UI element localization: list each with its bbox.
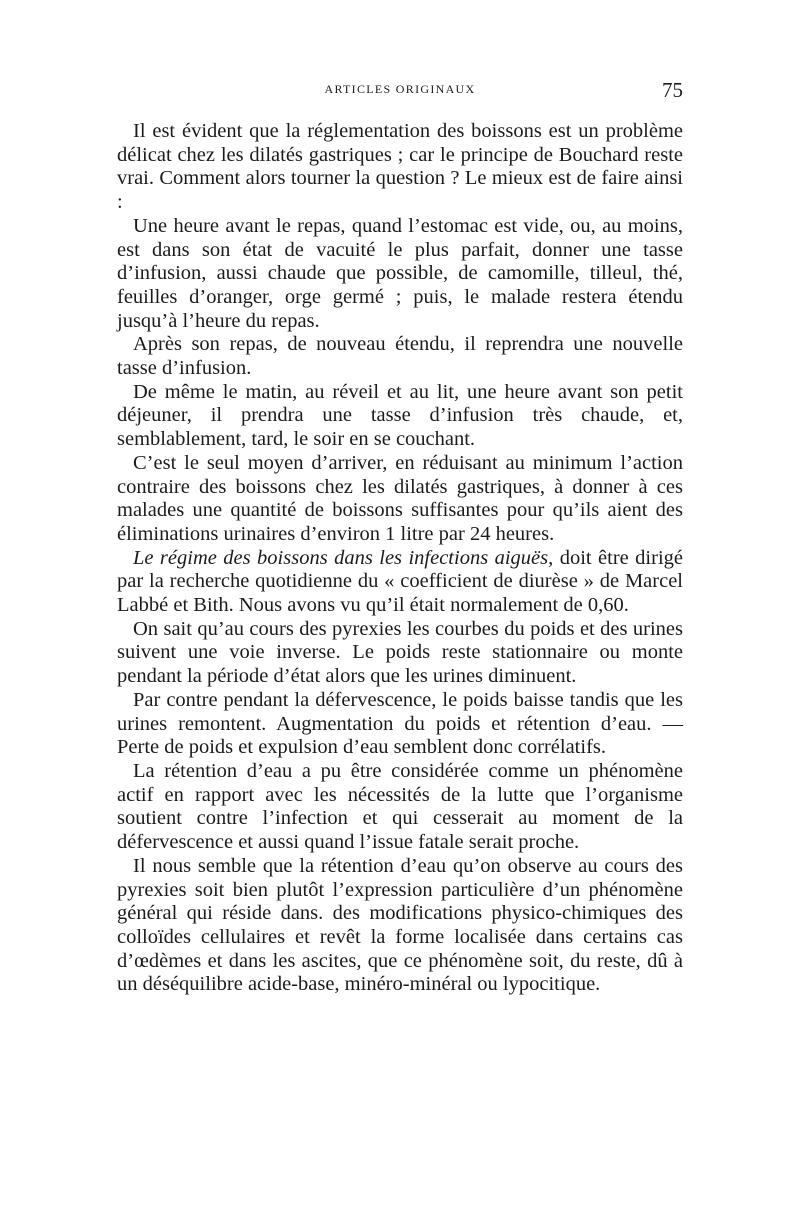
paragraph-continuation: doit être dirigé par la recherche quotidienne du « coefficient de diurèse » de Marcel Labbé et Bith. Nous avons vu qu’il était normalement de 0,60. xyxy=(117,546,683,617)
running-head xyxy=(117,78,683,104)
paragraph: Il nous semble que la rétention d’eau qu’on observe au cours des pyrexies soit bien plutôt l’expression particulière d’un phénomène général qui réside dans. des modifications physico-chimiques des colloïdes cellulaires et revêt la forme localisée dans certains cas d’œdèmes et dans les ascites, que ce phénomène soit, du reste, dû à un déséquilibre acide-base, minéro-minéral ou lypocitique. xyxy=(117,854,683,996)
body-text xyxy=(117,120,683,997)
paragraph: Par contre pendant la défervescence, le poids baisse tandis que les urines remontent. Augmentation du poids et rétention d’eau. — Perte de poids et expulsion d’eau semblent donc corrélatifs. xyxy=(117,688,683,759)
paragraph: On sait qu’au cours des pyrexies les courbes du poids et des urines suivent une voie inverse. Le poids reste stationnaire ou monte pendant la période d’état alors que les urines diminuent. xyxy=(117,617,683,688)
page-number: 75 xyxy=(662,78,683,102)
paragraph: Une heure avant le repas, quand l’estomac est vide, ou, au moins, est dans son état de vacuité le plus parfait, donner une tasse d’infusion, aussi chaude que possible, de camomille, tilleul, thé, feuilles d’oranger, orge germé ; puis, le malade restera étendu jusqu’à l’heure du repas. xyxy=(117,214,683,332)
paragraph: De même le matin, au réveil et au lit, une heure avant son petit déjeuner, il prendra une tasse d’infusion très chaude, et, semblablement, tard, le soir en se couchant. xyxy=(117,380,683,451)
paragraph: Il est évident que la réglementation des boissons est un problème délicat chez les dilatés gastriques ; car le principe de Bouchard reste vrai. Comment alors tourner la question ? Le mieux est de faire ainsi : xyxy=(117,120,683,214)
paragraph: Après son repas, de nouveau étendu, il reprendra une nouvelle tasse d’infusion. xyxy=(117,333,683,380)
paragraph: C’est le seul moyen d’arriver, en réduisant au minimum l’action contraire des boissons chez les dilatés gastriques, à donner à ces malades une quantité de boissons suffisantes pour qu’ils aient des éliminations urinaires d’environ 1 litre par 24 heures. xyxy=(117,451,683,545)
running-title: ARTICLES ORIGINAUX xyxy=(324,82,476,96)
paragraph: La rétention d’eau a pu être considérée comme un phénomène actif en rapport avec les nécessités de la lutte que l’organisme soutient contre l’infection et qui cesserait au moment de la défervescence et aussi quand l’issue fatale serait proche. xyxy=(117,759,683,854)
paragraph-boissons-infections xyxy=(117,547,683,618)
italic-heading-phrase: Le régime des boissons dans les infections aiguës, xyxy=(133,546,554,569)
